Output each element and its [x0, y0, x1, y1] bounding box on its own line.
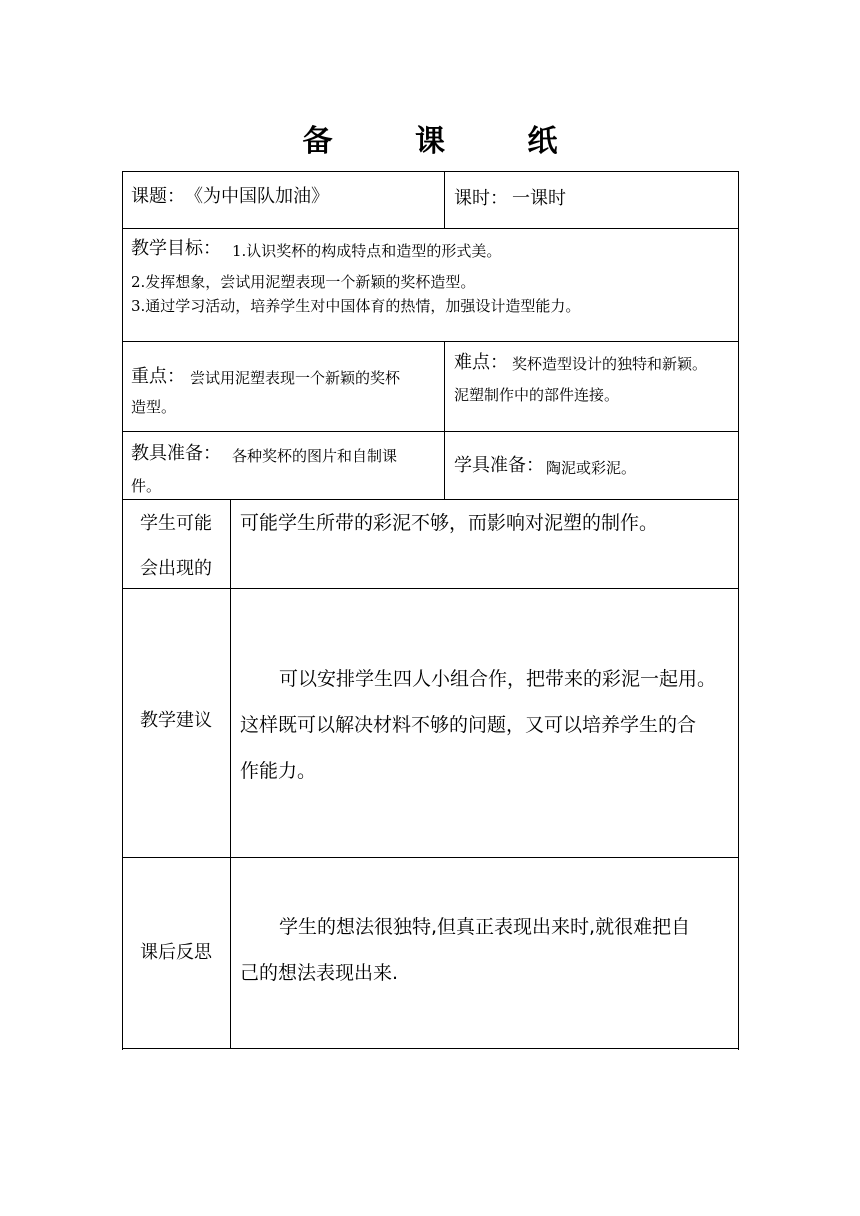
teaching-suggestions-line-1: 可以安排学生四人小组合作，把带来的彩泥一起用。 — [279, 668, 717, 690]
topic-label: 课题： — [131, 186, 185, 207]
teacher-prep-label: 教具准备： — [131, 443, 221, 464]
teaching-suggestions-line-3: 作能力。 — [240, 760, 317, 782]
period-value: 一课时 — [512, 188, 566, 209]
teaching-suggestions-line-2: 这样既可以解决材料不够的问题，又可以培养学生的合 — [240, 714, 697, 736]
possible-issues-label-line-1: 学生可能 — [140, 513, 212, 534]
row-preparation-divider — [444, 432, 445, 500]
key-point-label: 重点： — [131, 366, 185, 387]
student-prep-value: 陶泥或彩泥。 — [546, 459, 637, 477]
key-point-line-2: 造型。 — [131, 398, 177, 416]
teacher-prep-line-1: 各种奖杯的图片和自制课 — [232, 447, 398, 465]
possible-issues-content: 可能学生所带的彩泥不够，而影响对泥塑的制作。 — [240, 512, 659, 534]
teaching-suggestions-label: 教学建议 — [140, 710, 212, 731]
objectives-line-1: 1.认识奖杯的构成特点和造型的形式美。 — [232, 242, 502, 260]
topic-value: 《为中国队加油》 — [185, 186, 329, 207]
period-label: 课时： — [454, 188, 508, 209]
difficult-point-line-1: 奖杯造型设计的独特和新颖。 — [512, 355, 708, 373]
row-topic-divider — [444, 171, 445, 229]
objectives-label: 教学目标： — [131, 238, 221, 259]
difficult-point-line-2: 泥塑制作中的部件连接。 — [454, 386, 620, 404]
reflection-line-1: 学生的想法很独特,但真正表现出来时,就很难把自 — [279, 916, 691, 938]
objectives-line-3: 3.通过学习活动，培养学生对中国体育的热情，加强设计造型能力。 — [131, 297, 581, 315]
objectives-line-2: 2.发挥想象，尝试用泥塑表现一个新颖的奖杯造型。 — [131, 273, 476, 291]
page-title: 备 课 纸 — [302, 124, 594, 159]
key-point-line-1: 尝试用泥塑表现一个新颖的奖杯 — [190, 369, 401, 387]
reflection-label: 课后反思 — [140, 942, 212, 963]
reflection-line-2: 己的想法表现出来. — [240, 962, 399, 984]
row-key-difficult-divider — [444, 342, 445, 432]
student-prep-label: 学具准备： — [454, 455, 544, 476]
table-bottom-border — [122, 1048, 739, 1049]
possible-issues-label-line-2: 会出现的 — [140, 558, 212, 579]
teacher-prep-line-2: 件。 — [131, 477, 162, 495]
difficult-point-label: 难点： — [454, 352, 508, 373]
